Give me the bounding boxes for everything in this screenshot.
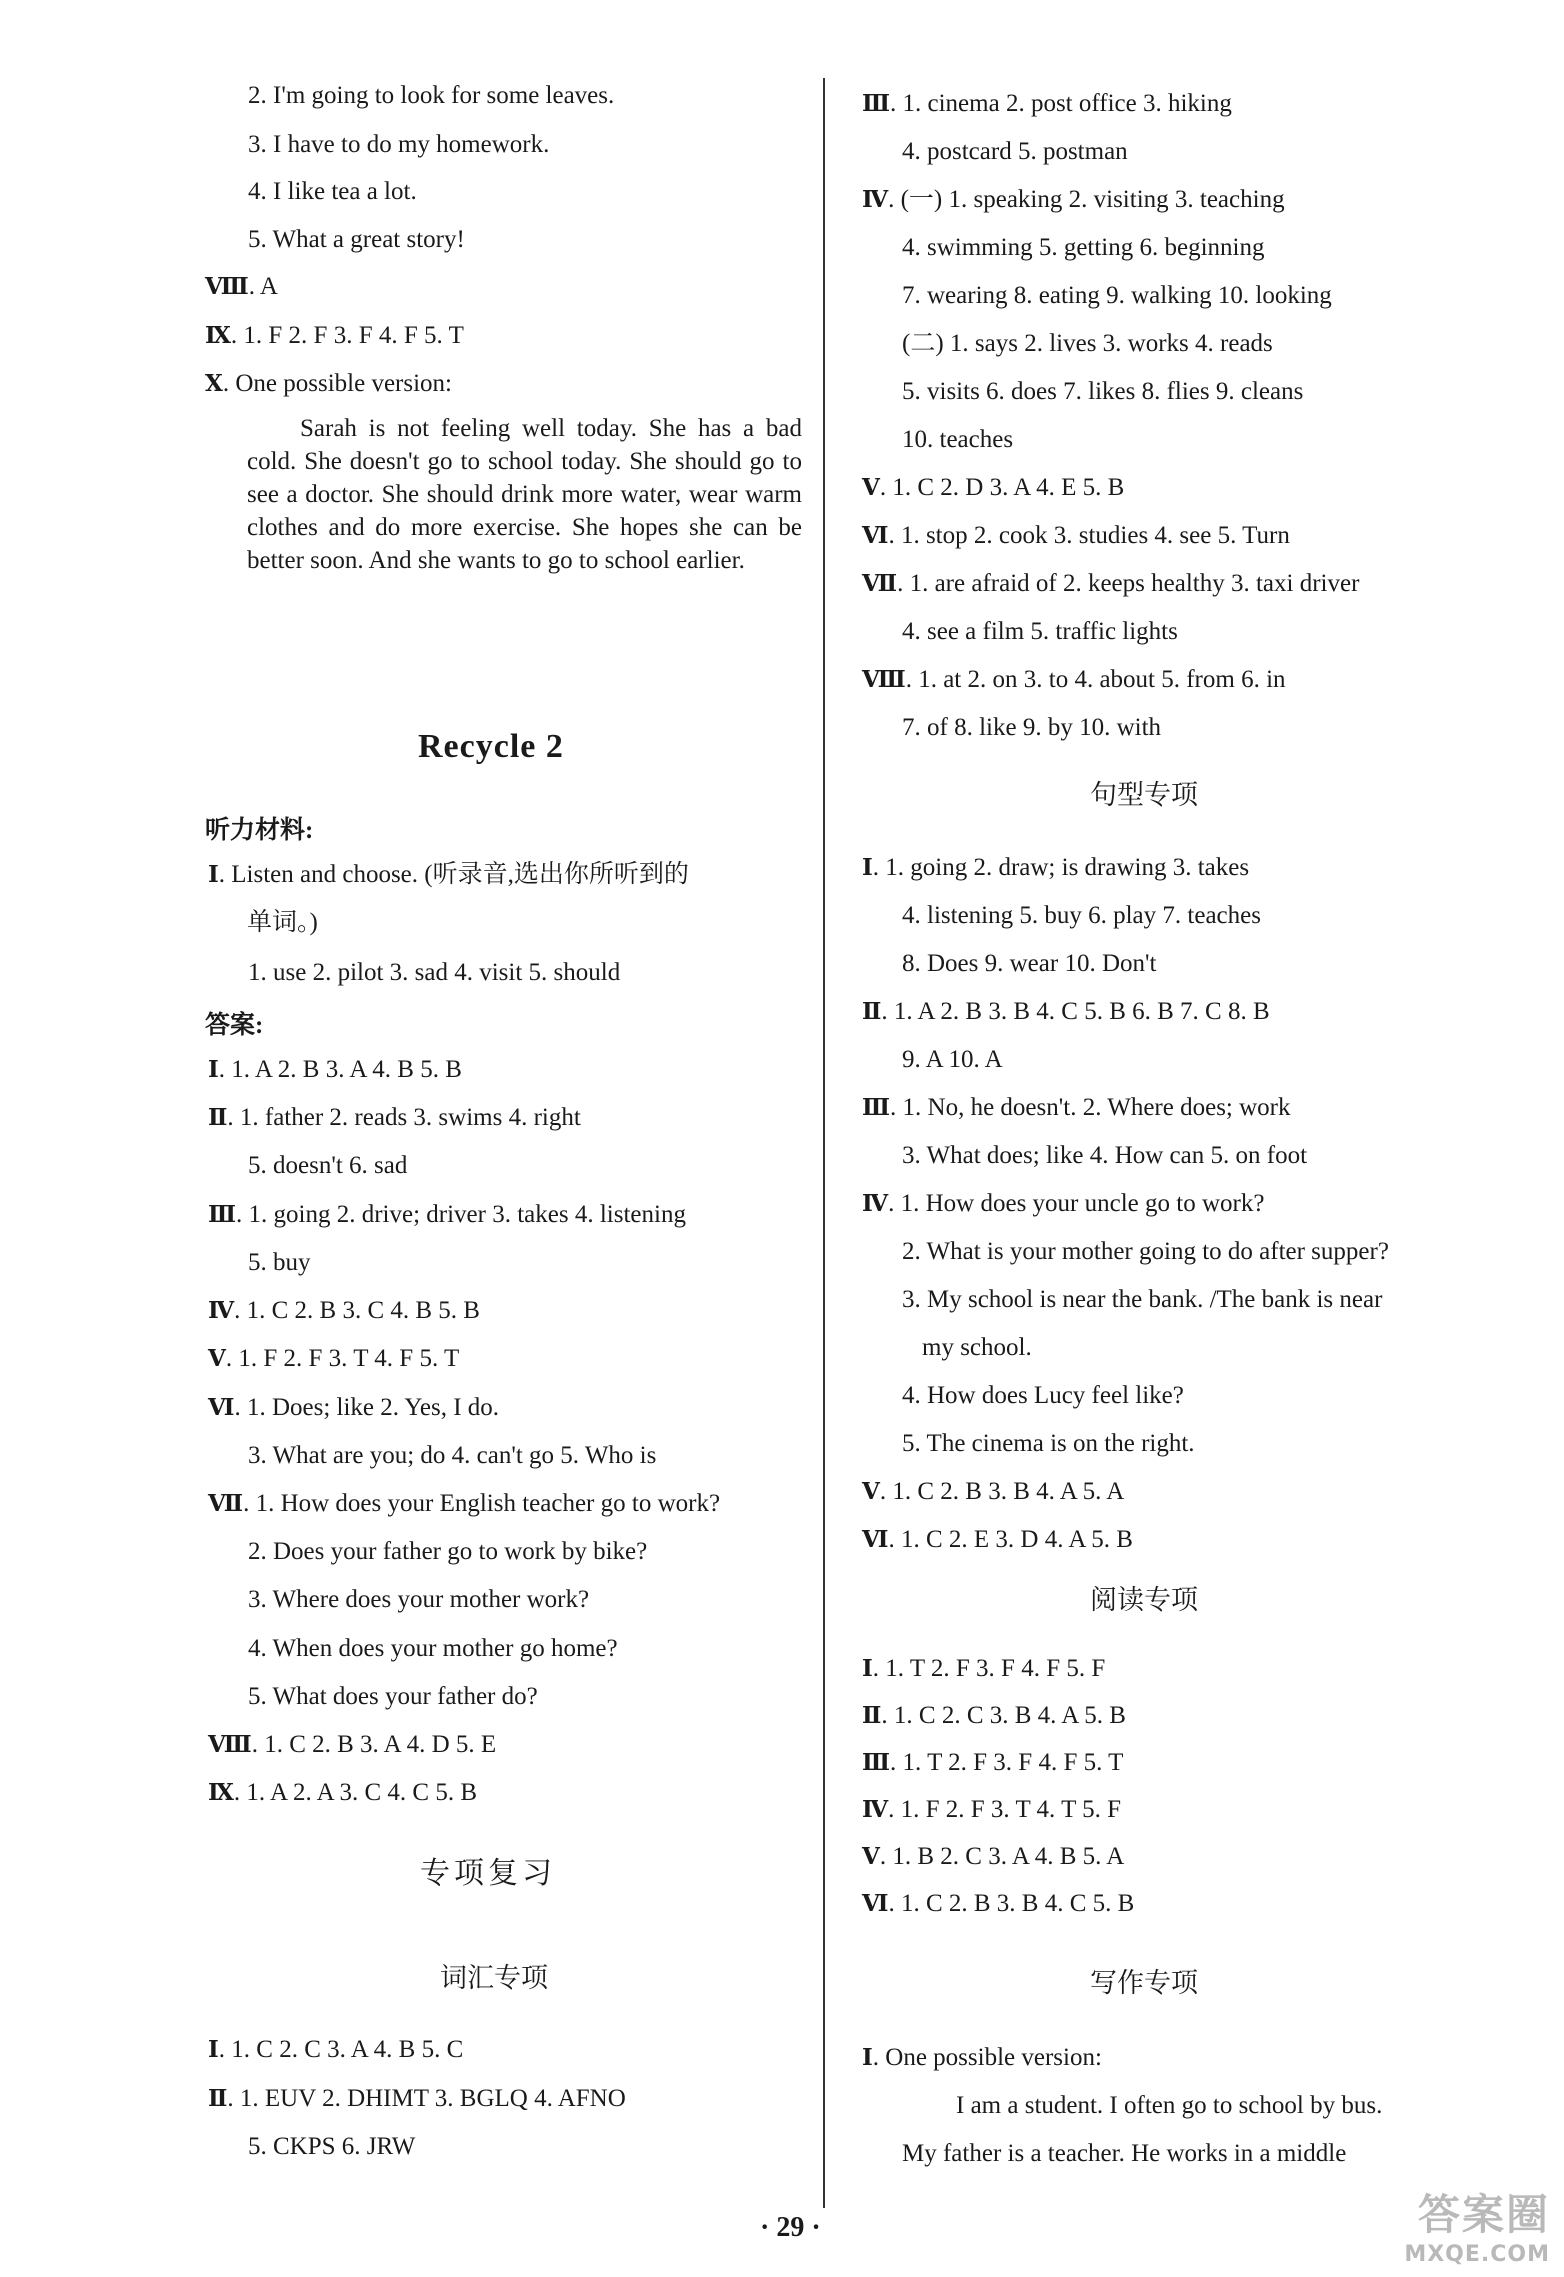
answer-line: 7. wearing 8. eating 9. walking 10. looking: [902, 282, 1332, 309]
essay-paragraph: Sarah is not feeling well today. She has a bad cold. She doesn't go to school today. She should go to see a doctor. She should drink more water, wear warm clothes and do more exercise. She hopes she can be better soon. And she wants to go to school earlier.: [247, 415, 802, 574]
subsection-title: 句型专项: [1090, 780, 1198, 810]
answer-line: Ⅳ. (一) 1. speaking 2. visiting 3. teaching: [862, 186, 1285, 213]
answer-line: Ⅵ. 1. C 2. E 3. D 4. A 5. B: [862, 1526, 1133, 1553]
roman-numeral: Ⅷ: [205, 273, 249, 300]
answer-line: Ⅰ. Listen and choose. (听录音,选出你所听到的: [208, 861, 689, 888]
answer-line: 5. The cinema is on the right.: [902, 1430, 1195, 1457]
essay-line: My father is a teacher. He works in a middle: [902, 2140, 1347, 2167]
answer-line: 3. Where does your mother work?: [248, 1586, 590, 1613]
answer-line: 4. swimming 5. getting 6. beginning: [902, 234, 1265, 261]
page-number: · 29 ·: [760, 2212, 821, 2243]
watermark: [1404, 2182, 1550, 2267]
answer-line: 5. buy: [248, 1249, 311, 1276]
answer-line: 3. What does; like 4. How can 5. on foot: [902, 1142, 1308, 1169]
roman-numeral: Ⅹ: [205, 370, 223, 397]
answer-line: Ⅷ. 1. at 2. on 3. to 4. about 5. from 6. in: [862, 666, 1286, 693]
answer-line: Ⅴ. 1. C 2. D 3. A 4. E 5. B: [862, 474, 1125, 501]
watermark-logo: 答案圈: [1417, 2190, 1550, 2239]
answers-label: 答案:: [205, 1012, 264, 1039]
subsection-title: 阅读专项: [1090, 1585, 1198, 1615]
answer-line: Ⅹ. One possible version:: [205, 370, 452, 397]
answer-line: 5. What does your father do?: [248, 1683, 538, 1710]
answer-line: Ⅲ. 1. going 2. drive; driver 3. takes 4. listening: [208, 1201, 686, 1228]
answer-line: 4. I like tea a lot.: [248, 178, 417, 205]
roman-numeral: Ⅰ: [862, 2044, 873, 2071]
answer-line: Ⅴ. 1. C 2. B 3. B 4. A 5. A: [862, 1478, 1125, 1505]
answer-line: Ⅳ. 1. F 2. F 3. T 4. T 5. F: [862, 1796, 1122, 1823]
answer-line: Ⅷ. 1. C 2. B 3. A 4. D 5. E: [208, 1731, 497, 1758]
answer-line: Ⅰ. One possible version:: [862, 2044, 1102, 2071]
answer-line: Ⅴ. 1. B 2. C 3. A 4. B 5. A: [862, 1843, 1125, 1870]
answer-line: Ⅱ. 1. A 2. B 3. B 4. C 5. B 6. B 7. C 8. B: [862, 998, 1270, 1025]
answer-line: 4. see a film 5. traffic lights: [902, 618, 1178, 645]
answer-line: 3. What are you; do 4. can't go 5. Who is: [248, 1442, 657, 1469]
answer-line: 5. What a great story!: [248, 226, 465, 253]
answer-line: 1. use 2. pilot 3. sad 4. visit 5. should: [248, 959, 621, 986]
answer-line: Ⅶ. 1. How does your English teacher go to work?: [208, 1490, 721, 1517]
answer-line: 5. doesn't 6. sad: [248, 1152, 408, 1179]
answer-line: Ⅰ. 1. going 2. draw; is drawing 3. takes: [862, 854, 1250, 881]
answer-line: Ⅱ. 1. father 2. reads 3. swims 4. right: [208, 1104, 581, 1131]
roman-numeral: Ⅸ: [205, 322, 231, 349]
answer-line: 7. of 8. like 9. by 10. with: [902, 714, 1162, 741]
answer-line: Ⅲ. 1. No, he doesn't. 2. Where does; work: [862, 1094, 1291, 1121]
answer-line: Ⅳ. 1. How does your uncle go to work?: [862, 1190, 1265, 1217]
answer-line: Ⅷ. A: [205, 273, 278, 300]
section-title: 专项复习: [420, 1857, 556, 1890]
answer-line: Ⅱ. 1. EUV 2. DHIMT 3. BGLQ 4. AFNO: [208, 2085, 626, 2112]
answer-line: my school.: [922, 1334, 1032, 1361]
answer-line: (二) 1. says 2. lives 3. works 4. reads: [902, 330, 1273, 357]
watermark-url: MXQE.COM: [1404, 2242, 1550, 2267]
essay-line: I am a student. I often go to school by bus.: [956, 2092, 1383, 2119]
answer-line: Ⅳ. 1. C 2. B 3. C 4. B 5. B: [208, 1297, 480, 1324]
answer-line: 4. listening 5. buy 6. play 7. teaches: [902, 902, 1261, 929]
answer-line: 3. I have to do my homework.: [248, 131, 550, 158]
column-divider: [823, 78, 825, 2208]
answer-line: 5. visits 6. does 7. likes 8. flies 9. cleans: [902, 378, 1304, 405]
answer-line: 2. What is your mother going to do after supper?: [902, 1238, 1389, 1265]
answer-line: Ⅱ. 1. C 2. C 3. B 4. A 5. B: [862, 1702, 1126, 1729]
answer-line: 4. How does Lucy feel like?: [902, 1382, 1184, 1409]
section-title: Recycle 2: [418, 728, 564, 765]
answer-line: 10. teaches: [902, 426, 1014, 453]
answer-line: Ⅵ. 1. C 2. B 3. B 4. C 5. B: [862, 1890, 1135, 1917]
answer-line: Ⅲ. 1. T 2. F 3. F 4. F 5. T: [862, 1749, 1124, 1776]
answer-line: Ⅸ. 1. A 2. A 3. C 4. C 5. B: [208, 1779, 478, 1806]
answer-line: Ⅸ. 1. F 2. F 3. F 4. F 5. T: [205, 322, 464, 349]
answer-line: Ⅲ. 1. cinema 2. post office 3. hiking: [862, 90, 1232, 117]
answer-line: Ⅵ. 1. stop 2. cook 3. studies 4. see 5. Turn: [862, 522, 1290, 549]
answer-line: 9. A 10. A: [902, 1046, 1003, 1073]
answer-line: 5. CKPS 6. JRW: [248, 2133, 416, 2160]
answer-line: Ⅰ. 1. A 2. B 3. A 4. B 5. B: [208, 1056, 462, 1083]
answer-line: Ⅰ. 1. C 2. C 3. A 4. B 5. C: [208, 2036, 464, 2063]
roman-numeral: Ⅰ: [208, 861, 219, 888]
answer-line: Ⅶ. 1. are afraid of 2. keeps healthy 3. taxi driver: [862, 570, 1360, 597]
subsection-title: 写作专项: [1090, 1968, 1198, 1998]
answer-line: 8. Does 9. wear 10. Don't: [902, 950, 1157, 977]
answer-line: Ⅰ. 1. T 2. F 3. F 4. F 5. F: [862, 1655, 1106, 1682]
answer-line: 2. Does your father go to work by bike?: [248, 1538, 648, 1565]
listening-label: 听力材料:: [205, 817, 314, 844]
answer-line: 4. When does your mother go home?: [248, 1635, 618, 1662]
answer-line: Ⅵ. 1. Does; like 2. Yes, I do.: [208, 1394, 500, 1421]
answer-line: 4. postcard 5. postman: [902, 138, 1128, 165]
answer-line: 单词。): [247, 909, 318, 936]
answer-line: 2. I'm going to look for some leaves.: [248, 82, 615, 109]
subsection-title: 词汇专项: [440, 1963, 548, 1993]
answer-line: Ⅴ. 1. F 2. F 3. T 4. F 5. T: [208, 1345, 460, 1372]
answer-line: 3. My school is near the bank. /The bank is near: [902, 1286, 1383, 1313]
